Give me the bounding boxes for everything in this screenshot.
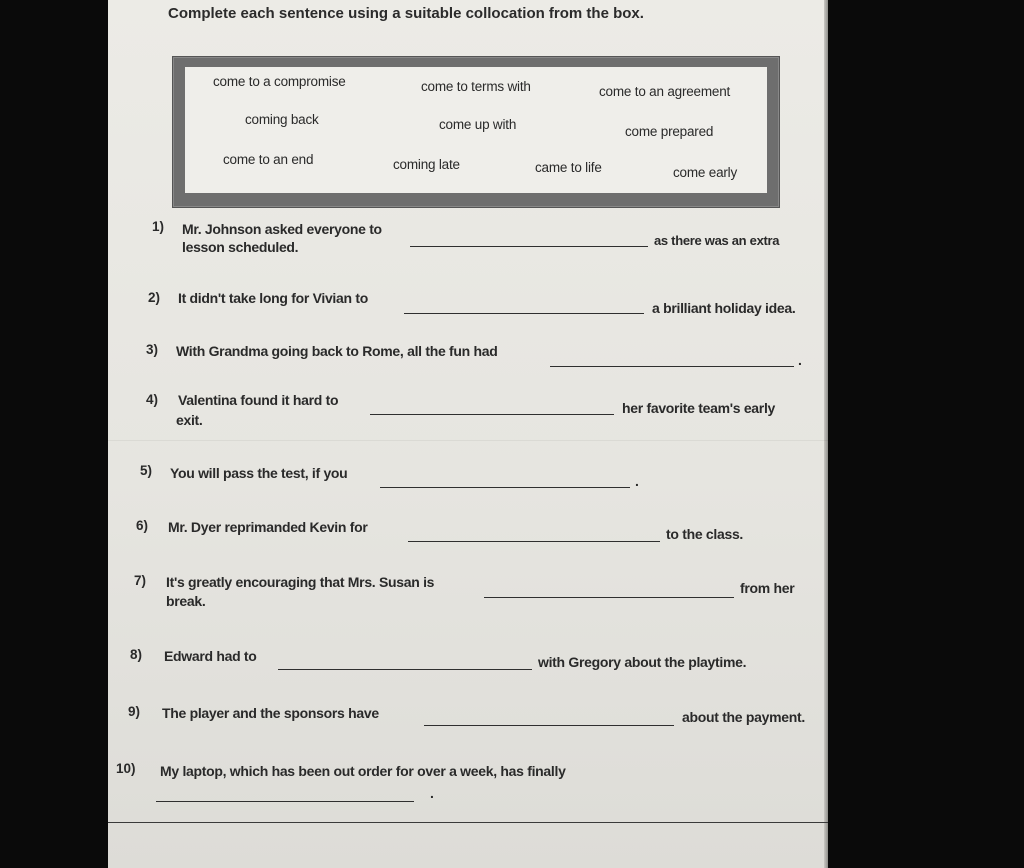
word-box-item: come to an end (223, 152, 314, 167)
question-number: 6) (136, 518, 149, 533)
question-text-after: from her (740, 580, 795, 596)
question-text: Mr. Johnson asked everyone to (182, 221, 382, 237)
answer-blank[interactable] (380, 487, 630, 488)
question-number: 9) (128, 704, 141, 719)
question-number: 5) (140, 463, 153, 478)
answer-blank[interactable] (156, 801, 414, 802)
word-box-item: came to life (535, 160, 602, 175)
question-text-after: as there was an extra (654, 233, 780, 248)
worksheet-page (108, 0, 828, 868)
answer-blank[interactable] (278, 669, 532, 670)
question-text-after: . (798, 352, 802, 368)
question-number: 7) (134, 573, 147, 588)
question-number: 4) (146, 392, 159, 407)
question-text-after: a brilliant holiday idea. (652, 300, 796, 316)
paper-fold (108, 440, 828, 441)
question-text: Edward had to (164, 648, 257, 664)
question-number: 1) (152, 219, 165, 234)
word-box-item: come prepared (625, 124, 714, 139)
instruction-heading: Complete each sentence using a suitable collocation from the box. (168, 5, 644, 22)
answer-blank[interactable] (424, 725, 674, 726)
question-text-continued: lesson scheduled. (182, 239, 299, 255)
answer-blank[interactable] (408, 541, 660, 542)
question-text: My laptop, which has been out order for over a week, has finally (160, 763, 566, 779)
question-text: With Grandma going back to Rome, all the fun had (176, 343, 498, 359)
word-box-item: come to an agreement (599, 84, 731, 99)
answer-blank[interactable] (550, 366, 794, 367)
answer-blank[interactable] (484, 597, 734, 598)
question-text: The player and the sponsors have (162, 705, 379, 721)
question-text-continued: break. (166, 593, 206, 609)
question-text: Mr. Dyer reprimanded Kevin for (168, 519, 368, 535)
question-text-continued: exit. (176, 412, 203, 428)
word-box-item: coming back (245, 112, 319, 127)
answer-blank[interactable] (404, 313, 644, 314)
question-number: 10) (116, 761, 136, 776)
word-box (172, 56, 780, 208)
question-text: It's greatly encouraging that Mrs. Susan is (166, 574, 435, 590)
question-text-after: . (635, 473, 639, 489)
word-box-item: come to a compromise (213, 74, 346, 89)
word-box-inner (185, 67, 767, 193)
page-edge-shadow (824, 0, 828, 868)
question-number: 2) (148, 290, 161, 305)
question-text-after: with Gregory about the playtime. (538, 654, 747, 670)
question-text-after: . (430, 785, 434, 801)
word-box-item: come up with (439, 117, 517, 132)
question-number: 3) (146, 342, 159, 357)
question-text: It didn't take long for Vivian to (178, 290, 368, 306)
word-box-item: come to terms with (421, 79, 531, 94)
answer-blank[interactable] (410, 246, 648, 247)
question-text: You will pass the test, if you (170, 465, 348, 481)
question-text-after: her favorite team's early (622, 400, 776, 416)
page-bottom-rule (108, 822, 828, 823)
answer-blank[interactable] (370, 414, 614, 415)
word-box-item: come early (673, 165, 738, 180)
word-box-item: coming late (393, 157, 460, 172)
question-text-after: to the class. (666, 526, 744, 542)
question-number: 8) (130, 647, 143, 662)
question-text: Valentina found it hard to (178, 392, 339, 408)
question-text-after: about the payment. (682, 709, 805, 725)
